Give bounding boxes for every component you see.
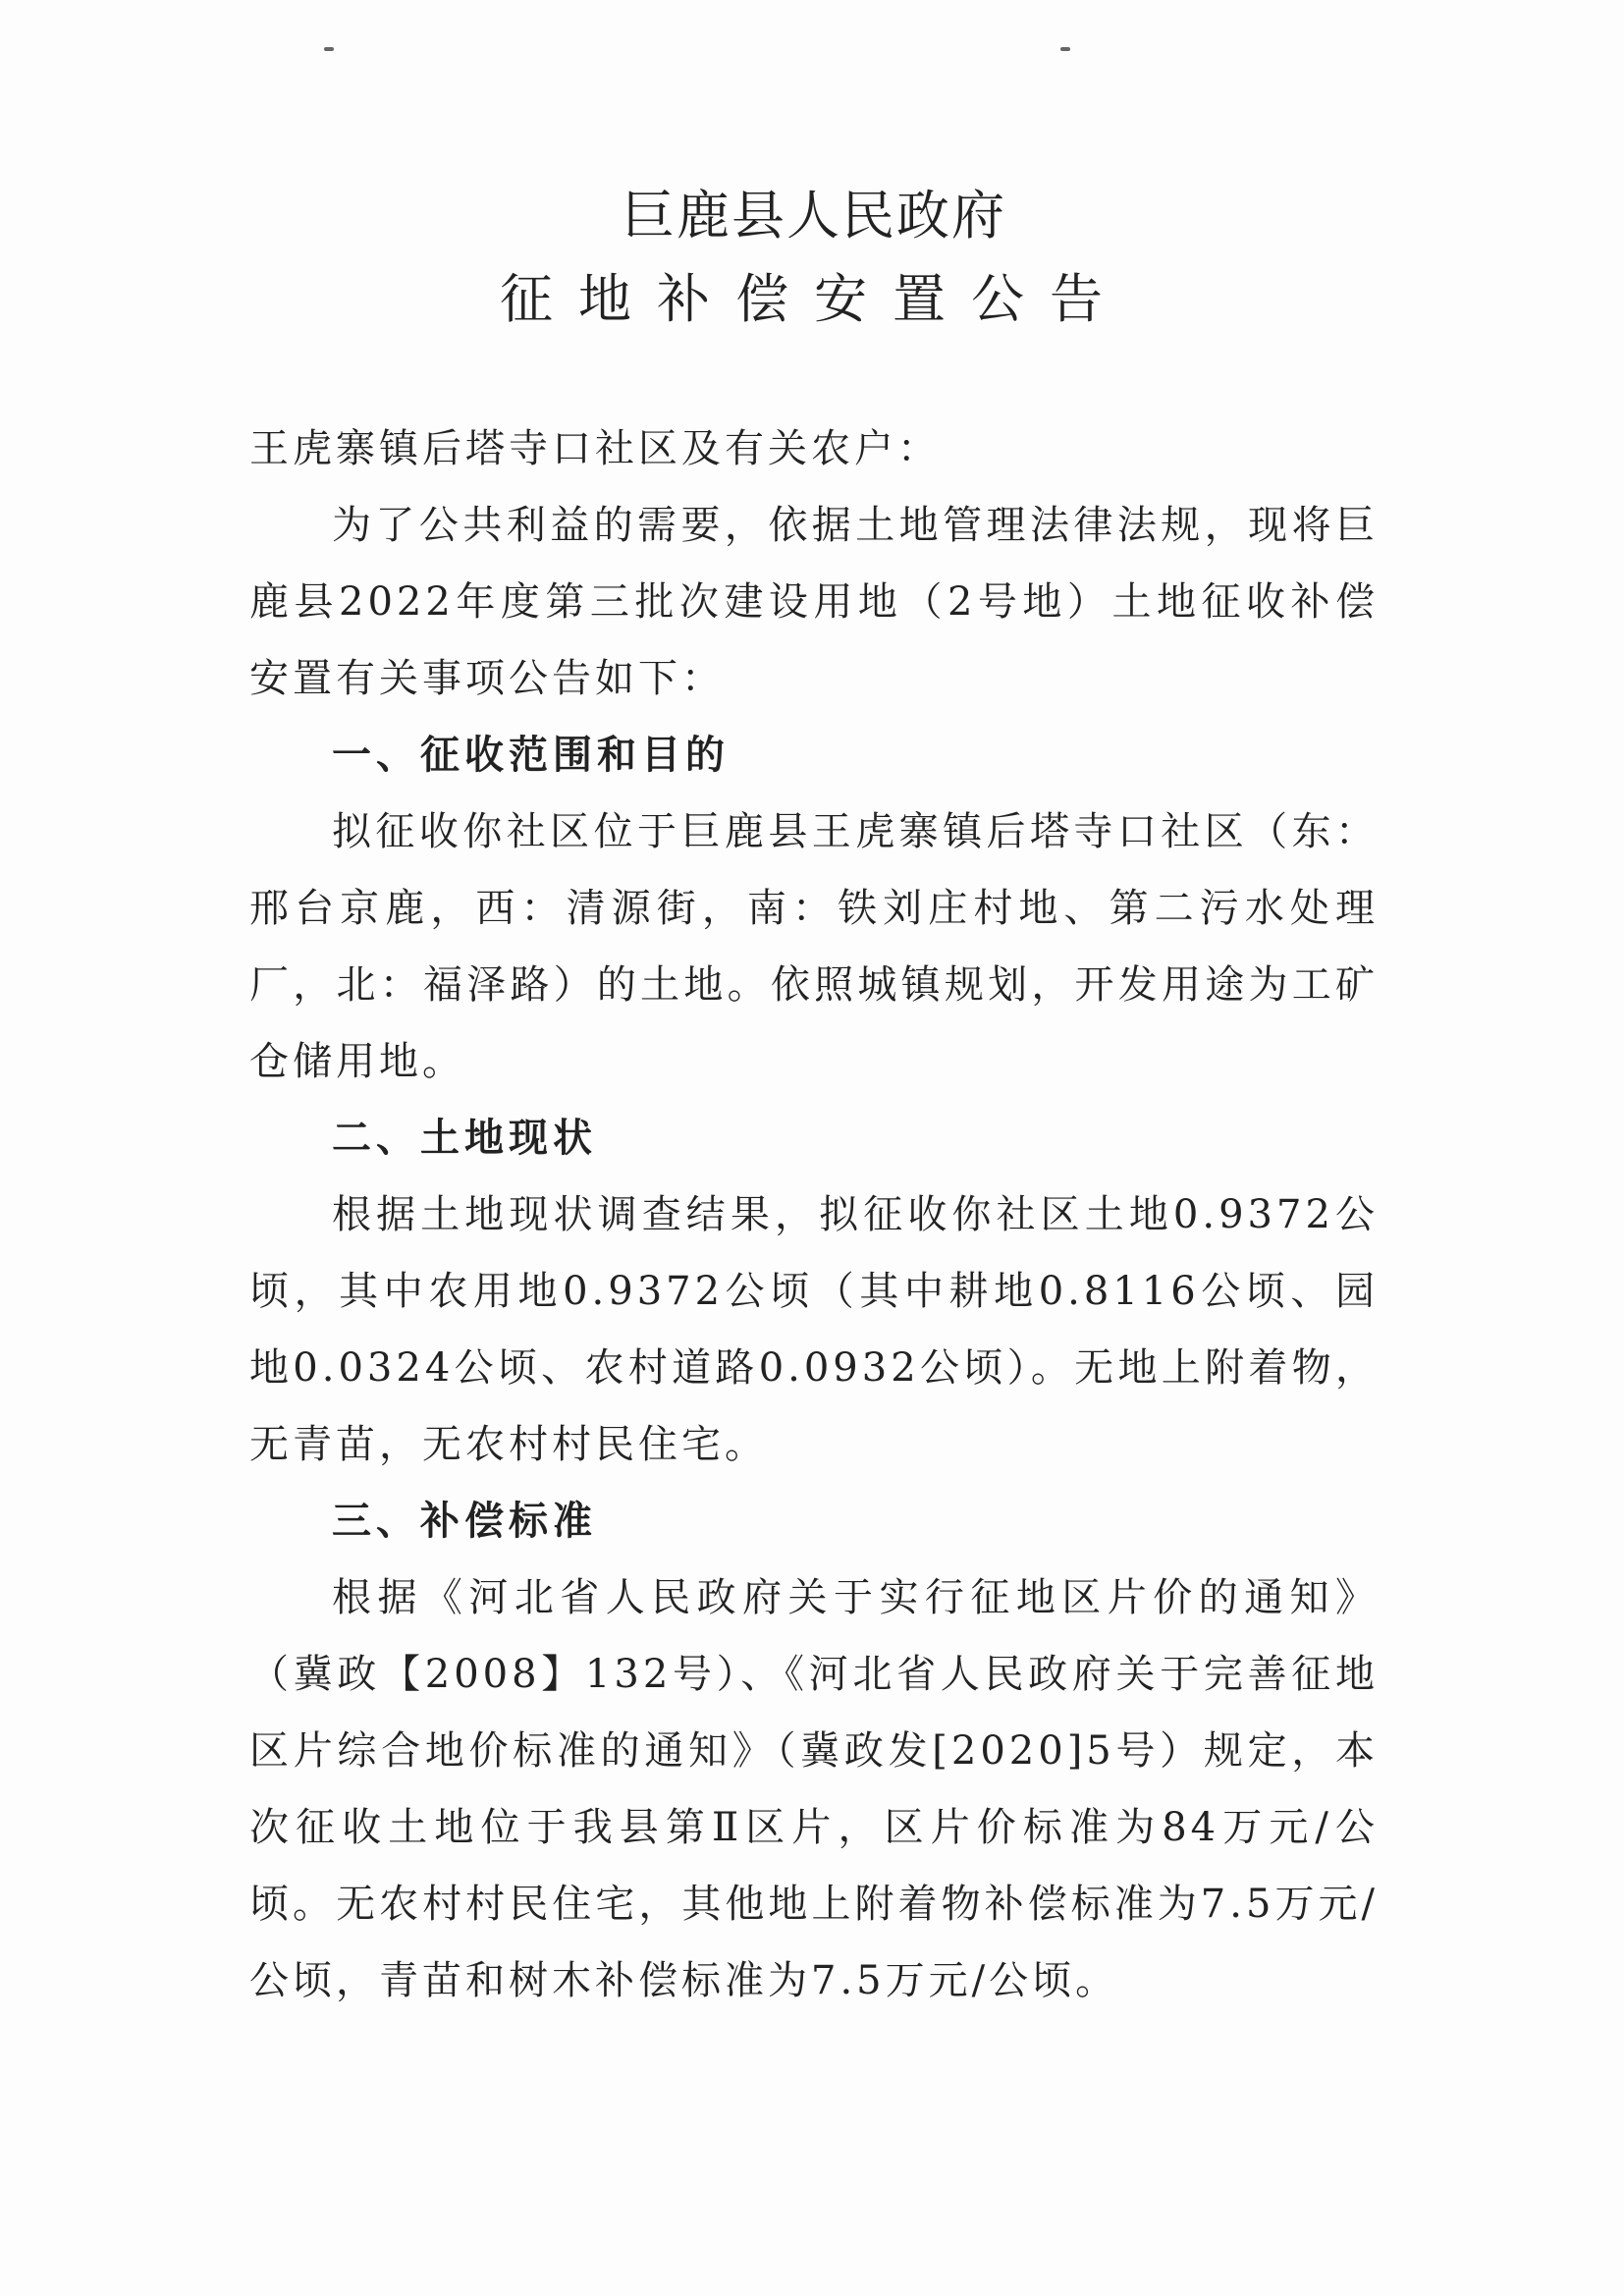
document-title: 征地补偿安置公告 bbox=[500, 268, 1128, 330]
scan-mark bbox=[324, 47, 334, 51]
section-heading-land-status: 二、土地现状 bbox=[332, 1116, 597, 1161]
scan-mark bbox=[1060, 47, 1070, 51]
salutation: 王虎寨镇后塔寺口社区及有关农户： bbox=[249, 426, 941, 471]
section-heading-compensation: 三、补偿标准 bbox=[332, 1499, 597, 1544]
document-body bbox=[249, 177, 1379, 2019]
section-body-scope: 拟征收你社区位于巨鹿县王虎寨镇后塔寺口社区（东：邢台京鹿，西：清源街，南：铁刘庄村地、第二污水处理厂，北：福泽路）的土地。依照城镇规划，开发用途为工矿仓储用地。 bbox=[249, 809, 1379, 1084]
document-title-issuer: 巨鹿县人民政府 bbox=[622, 185, 1006, 246]
section-heading-scope: 一、征收范围和目的 bbox=[332, 733, 730, 778]
intro-paragraph: 为了公共利益的需要，依据土地管理法律法规，现将巨鹿县2022年度第三批次建设用地（2号地）土地征收补偿安置有关事项公告如下： bbox=[249, 503, 1379, 701]
section-body-compensation: 根据《河北省人民政府关于实行征地区片价的通知》（冀政【2008】132号）、《河北省人民政府关于完善征地区片综合地价标准的通知》（冀政发[2020]5号）规定，本次征收土地位于我县第Ⅱ区片，区片价标准为84万元/公顷。无农村村民住宅，其他地上附着物补偿标准为7.5万元/公顷，青苗和树木补偿标准为7.5万元/公顷。 bbox=[249, 1575, 1379, 2003]
section-body-land-status: 根据土地现状调查结果，拟征收你社区土地0.9372公顷，其中农用地0.9372公顷（其中耕地0.8116公顷、园地0.0324公顷、农村道路0.0932公顷）。无地上附着物，无青苗，无农村村民住宅。 bbox=[249, 1192, 1379, 1467]
